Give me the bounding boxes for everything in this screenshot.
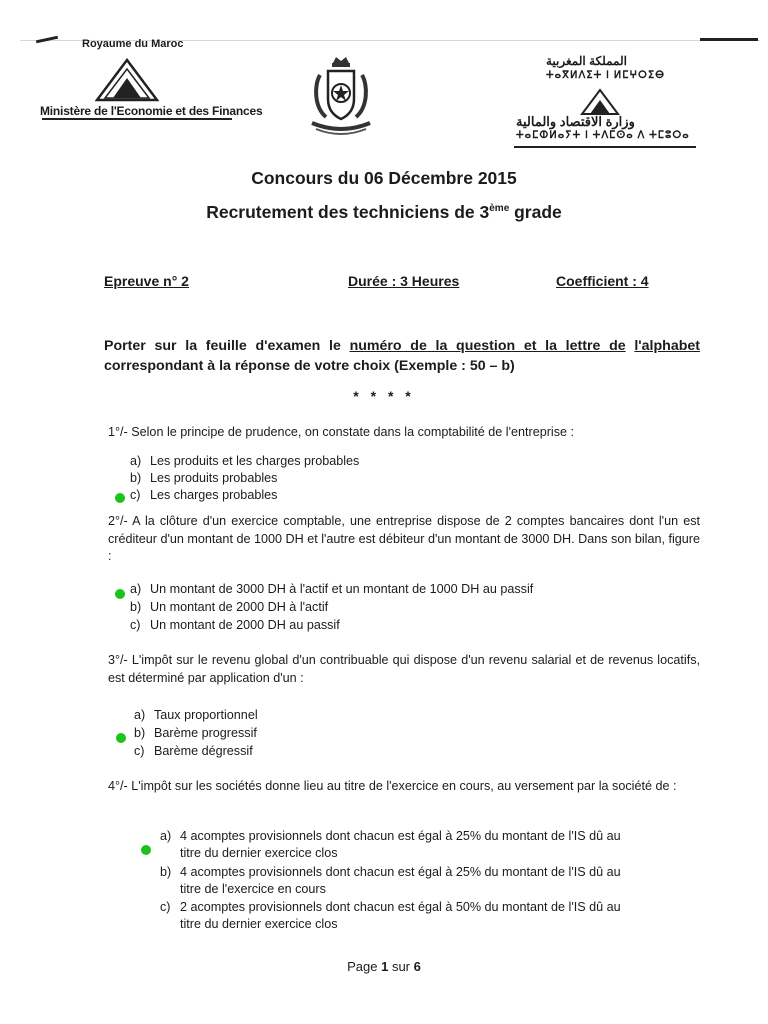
scan-mark xyxy=(700,38,758,41)
separator: * * * * xyxy=(353,388,415,404)
kingdom-label-tifinagh: ⵜⴰⴳⵍⴷⵉⵜ ⵏ ⵍⵎⵖⵔⵉⴱ xyxy=(546,70,666,81)
answer-mark xyxy=(116,733,126,743)
ministry-label-ar: وزارة الاقتصاد والمالية xyxy=(516,114,635,129)
answer-mark xyxy=(141,845,151,855)
kingdom-label-fr: Royaume du Maroc xyxy=(82,38,184,50)
question-1: 1°/- Selon le principe de prudence, on constate dans la comptabilité de l'entreprise : xyxy=(108,425,574,439)
option-4c: c) 2 acomptes provisionnels dont chacun est égal à 50% du montant de l'IS dû au titre du dernier exercice clos xyxy=(160,900,621,931)
coefficient-label: Coefficient : 4 xyxy=(556,273,649,289)
ministry-label-tifinagh: ⵜⴰⵎⵀⵍⴰⵢⵜ ⵏ ⵜⴷⵎⵙⴰ ⴷ ⵜⵎⵓⵔⴰ xyxy=(516,130,690,141)
answer-mark xyxy=(115,589,125,599)
ministry-label-fr: Ministère de l'Economie et des Finances xyxy=(40,104,263,118)
question-3: 3°/- L'impôt sur le revenu global d'un contribuable qui dispose d'un revenu salarial et de revenus locatifs, est déterminé par application d'un : xyxy=(108,653,700,685)
option-2a: a) Un montant de 3000 DH à l'actif et un montant de 1000 DH au passif xyxy=(130,582,534,596)
option-1a: a) Les produits et les charges probables xyxy=(130,454,360,468)
exam-subtitle: Recrutement des techniciens de 3ème grade xyxy=(206,202,562,222)
option-2b: b) Un montant de 2000 DH à l'actif xyxy=(130,600,329,614)
epreuve-label: Epreuve n° 2 xyxy=(104,273,189,289)
ministry-logo-left xyxy=(95,58,159,107)
instructions: Porter sur la feuille d'examen le numéro de la question et la lettre de l'alphabet correspondant à la réponse de votre choix (Exemple : 50 – b) xyxy=(104,338,700,374)
option-3c: c) Barème dégressif xyxy=(134,744,253,758)
duration-label: Durée : 3 Heures xyxy=(348,273,460,289)
option-4b: b) 4 acomptes provisionnels dont chacun est égal à 25% du montant de l'IS dû au titre de l'exercice en cours xyxy=(160,865,621,896)
option-4a: a) 4 acomptes provisionnels dont chacun est égal à 25% du montant de l'IS dû au titre du dernier exercice clos xyxy=(160,829,621,860)
royal-coat-of-arms-icon xyxy=(306,55,376,142)
question-4: 4°/- L'impôt sur les sociétés donne lieu au titre de l'exercice en cours, au versement par la société de : xyxy=(108,779,677,793)
question-2: 2°/- A la clôture d'un exercice comptable, une entreprise dispose de 2 comptes bancaires dont l'un est créditeur d'un montant de 1000 DH et l'autre est débiteur d'un montant de 3000 DH. Dans son bilan, figure : xyxy=(108,514,700,563)
header-rule xyxy=(514,146,696,148)
kingdom-label-ar: المملكة المغربية xyxy=(546,54,627,68)
option-1b: b) Les produits probables xyxy=(130,471,278,485)
option-3a: a) Taux proportionnel xyxy=(134,708,258,722)
header-rule xyxy=(42,118,232,120)
exam-title: Concours du 06 Décembre 2015 xyxy=(251,168,517,188)
option-1c: c) Les charges probables xyxy=(130,488,278,502)
option-2c: c) Un montant de 2000 DH au passif xyxy=(130,618,340,632)
page-number: Page 1 sur 6 xyxy=(347,959,421,974)
answer-mark xyxy=(115,493,125,503)
option-3b: b) Barème progressif xyxy=(134,726,257,740)
